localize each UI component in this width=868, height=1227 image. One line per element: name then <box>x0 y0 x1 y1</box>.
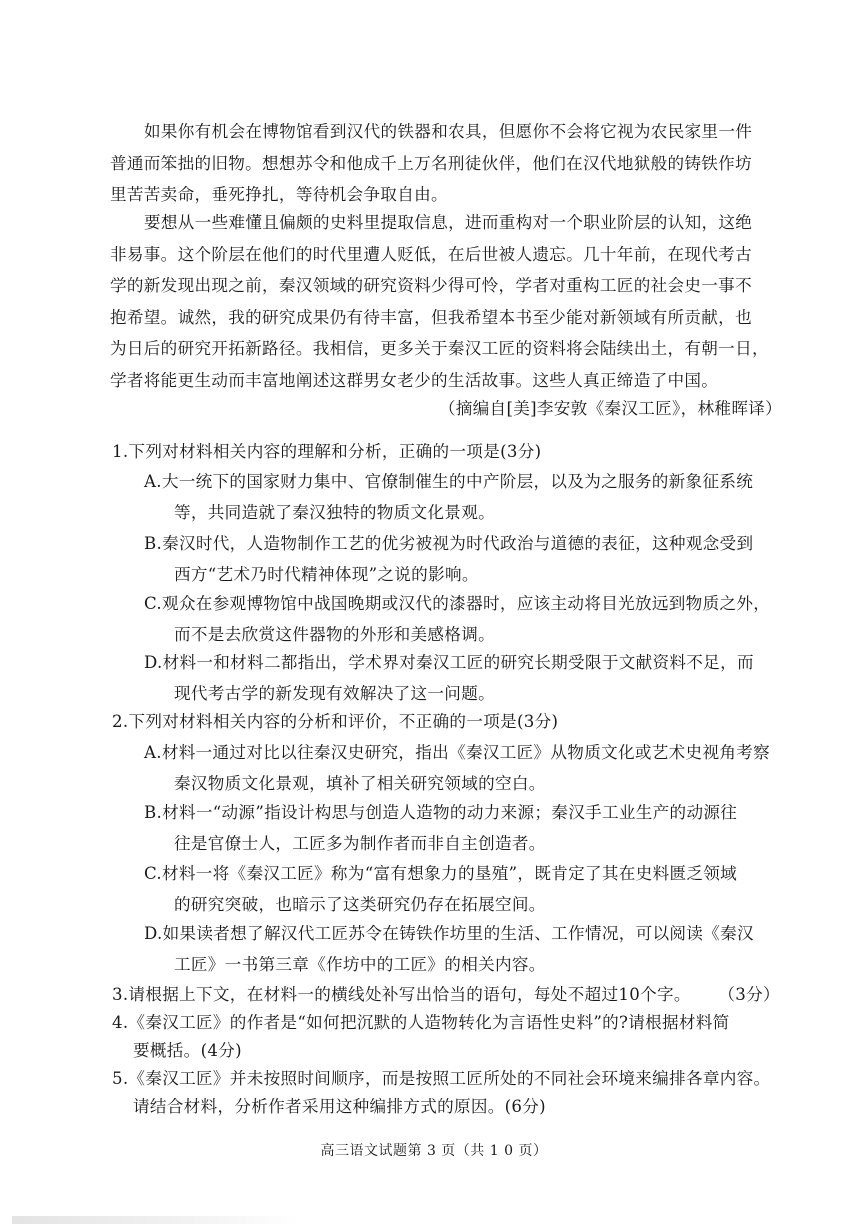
question-1-option-b <box>144 528 796 590</box>
text-line: 为日后的研究开拓新路径。我相信，更多关于秦汉工匠的资料将会陆续出土，有朝一日， <box>110 339 769 358</box>
question-1-stem: 1.下列对材料相关内容的理解和分析，正确的一项是(3分) <box>112 442 542 461</box>
question-1-option-d <box>144 647 796 709</box>
option-line: 工匠》一书第三章《作坊中的工匠》的相关内容。 <box>174 955 546 974</box>
question-line: 要概括。(4分) <box>133 1041 242 1060</box>
question-5 <box>112 1065 792 1121</box>
question-1-option-a <box>144 466 796 528</box>
question-2-option-b <box>144 797 796 859</box>
question-4 <box>112 1009 792 1065</box>
text-line: 要想从一些难懂且偏颇的史料里提取信息，进而重构对一个职业阶层的认知，这绝 <box>144 213 753 232</box>
option-line: 现代考古学的新发现有效解决了这一问题。 <box>174 684 495 703</box>
option-line: D.如果读者想了解汉代工匠苏令在铸铁作坊里的生活、工作情况，可以阅读《秦汉 <box>144 924 754 943</box>
question-line: 4.《秦汉工匠》的作者是“如何把沉默的人造物转化为言语性史料”的?请根据材料简 <box>112 1013 730 1032</box>
option-line: 西方“艺术乃时代精神体现”之说的影响。 <box>174 565 479 584</box>
option-line: B.秦汉时代，人造物制作工艺的优劣被视为时代政治与道德的表征，这种观念受到 <box>144 534 754 553</box>
material-paragraph-2 <box>110 207 786 396</box>
option-line: 而不是去欣赏这件器物的外形和美感格调。 <box>174 625 495 644</box>
option-line: C.材料一将《秦汉工匠》称为“富有想象力的垦殖”，既肯定了其在史料匮乏领域 <box>144 864 738 883</box>
text-line: 学的新发现出现之前，秦汉领域的研究资料少得可怜，学者对重构工匠的社会史一事不 <box>110 276 752 295</box>
text-line: 学者将能更生动而丰富地阐述这群男女老少的生活故事。这些人真正缔造了中国。 <box>110 370 719 390</box>
material-paragraph-1 <box>110 116 786 211</box>
option-line: 往是官僚士人，工匠多为制作者而非自主创造者。 <box>174 834 546 853</box>
question-3-stem: 3.请根据上下文，在材料一的横线处补写出恰当的语句，每处不超过10个字。 <box>112 985 691 1004</box>
text-line: 普通而笨拙的旧物。想想苏令和他成千上万名刑徒伙伴，他们在汉代地狱般的铸铁作坊 <box>110 153 752 173</box>
question-2-option-d <box>144 918 796 980</box>
text-line: 非易事。这个阶层在他们的时代里遭人贬低，在后世被人遗忘。几十年前，在现代考古 <box>110 244 752 264</box>
question-3-score: （3分） <box>718 985 780 1004</box>
option-line: D.材料一和材料二都指出，学术界对秦汉工匠的研究长期受限于文献资料不足，而 <box>144 653 754 672</box>
text-line: 如果你有机会在博物馆看到汉代的铁器和农具，但愿你不会将它视为农民家里一件 <box>144 122 753 141</box>
text-line: 抱希望。诚然，我的研究成果仍有待丰富，但我希望本书至少能对新领域有所贡献，也 <box>110 307 752 327</box>
option-line: 等，共同造就了秦汉独特的物质文化景观。 <box>174 503 495 522</box>
question-2-option-c <box>144 858 796 920</box>
option-line: 秦汉物质文化景观，填补了相关研究领域的空白。 <box>174 774 546 793</box>
text-line: 里苦苦卖命，垂死挣扎，等待机会争取自由。 <box>110 185 448 204</box>
question-2-stem: 2.下列对材料相关内容的分析和评价，不正确的一项是(3分) <box>112 712 559 731</box>
option-line: A.材料一通过对比以往秦汉史研究，指出《秦汉工匠》从物质文化或艺术史视角考察 <box>144 743 771 762</box>
option-line: A.大一统下的国家财力集中、官僚制催生的中产阶层，以及为之服务的新象征系统 <box>144 472 754 491</box>
option-line: 的研究突破，也暗示了这类研究仍存在拓展空间。 <box>174 895 546 914</box>
option-line: B.材料一“动源”指设计构思与创造人造物的动力来源；秦汉手工业生产的动源往 <box>144 803 738 822</box>
question-3 <box>112 981 792 1009</box>
question-2-option-a <box>144 737 796 799</box>
page-footer: 高三语文试题第 3 页（共 1 0 页） <box>320 1143 548 1159</box>
question-line: 请结合材料，分析作者采用这种编排方式的原因。(6分) <box>133 1097 546 1116</box>
source-citation: （摘编自[美]李安敦《秦汉工匠》，林稚晖译） <box>438 399 782 418</box>
question-line: 5.《秦汉工匠》并未按照时间顺序，而是按照工匠所处的不同社会环境来编排各章内容。 <box>112 1069 771 1088</box>
scan-artifact-strip <box>12 1216 302 1224</box>
question-1-option-c <box>144 588 796 650</box>
option-line: C.观众在参观博物馆中战国晚期或汉代的漆器时，应该主动将目光放远到物质之外， <box>144 594 771 613</box>
